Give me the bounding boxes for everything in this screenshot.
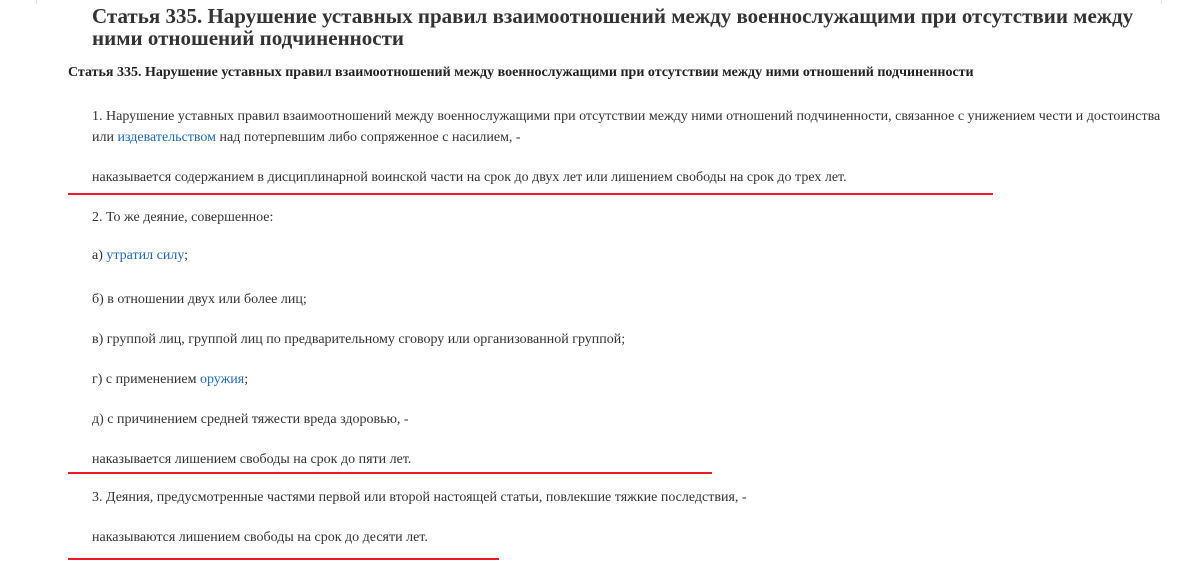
paragraph-2-punishment: наказывается лишением свободы на срок до пяти лет. (92, 452, 412, 467)
link-utratil-silu[interactable]: утратил силу (106, 248, 185, 263)
item-g-prefix: г) с применением (92, 372, 200, 387)
paragraph-1-text-end: над потерпевшим либо сопряженное с насилием, - (216, 130, 521, 145)
link-izdevatelstvo[interactable]: издевательством (117, 130, 217, 145)
item-a-suffix: ; (184, 248, 189, 263)
paragraph-1 (92, 106, 1162, 148)
paragraph-2-intro: 2. То же деяние, совершенное: (92, 210, 274, 225)
paragraph-2-a (92, 245, 188, 266)
article-title: Статья 335. Нарушение уставных правил взаимоотношений между военнослужащими при отсутствии между ними отношений подчиненности (92, 4, 1134, 50)
paragraph-3: 3. Деяния, предусмотренные частями первой или второй настоящей статьи, повлекшие тяжкие последствия, - (92, 490, 747, 505)
paragraph-2-v: в) группой лиц, группой лиц по предварительному сговору или организованной группой; (92, 332, 626, 347)
paragraph-1-punishment: наказывается содержанием в дисциплинарной воинской части на срок до двух лет или лишением свободы на срок до трех лет. (92, 170, 847, 185)
paragraph-2-d: д) с причинением средней тяжести вреда здоровью, - (92, 412, 409, 427)
paragraph-3-punishment: наказываются лишением свободы на срок до десяти лет. (92, 530, 428, 545)
link-oruzhiya[interactable]: оружия (199, 372, 245, 387)
red-underline-1 (68, 193, 993, 195)
red-underline-2 (68, 472, 712, 474)
item-g-suffix: ; (244, 372, 249, 387)
item-a-prefix: а) (92, 248, 107, 263)
paragraph-2-b: б) в отношении двух или более лиц; (92, 292, 307, 307)
paragraph-1-text-start: 1. Нарушение уставных правил взаимоотношений между военнослужащими при отсутствии между ними отношений подчиненности, связанное с унижением чести и достоинства или (92, 109, 1161, 145)
red-underline-3 (68, 558, 499, 560)
paragraph-2-g (92, 369, 248, 390)
article-subtitle: Статья 335. Нарушение уставных правил взаимоотношений между военнослужащими при отсутствии между ними отношений подчиненности (68, 65, 974, 80)
